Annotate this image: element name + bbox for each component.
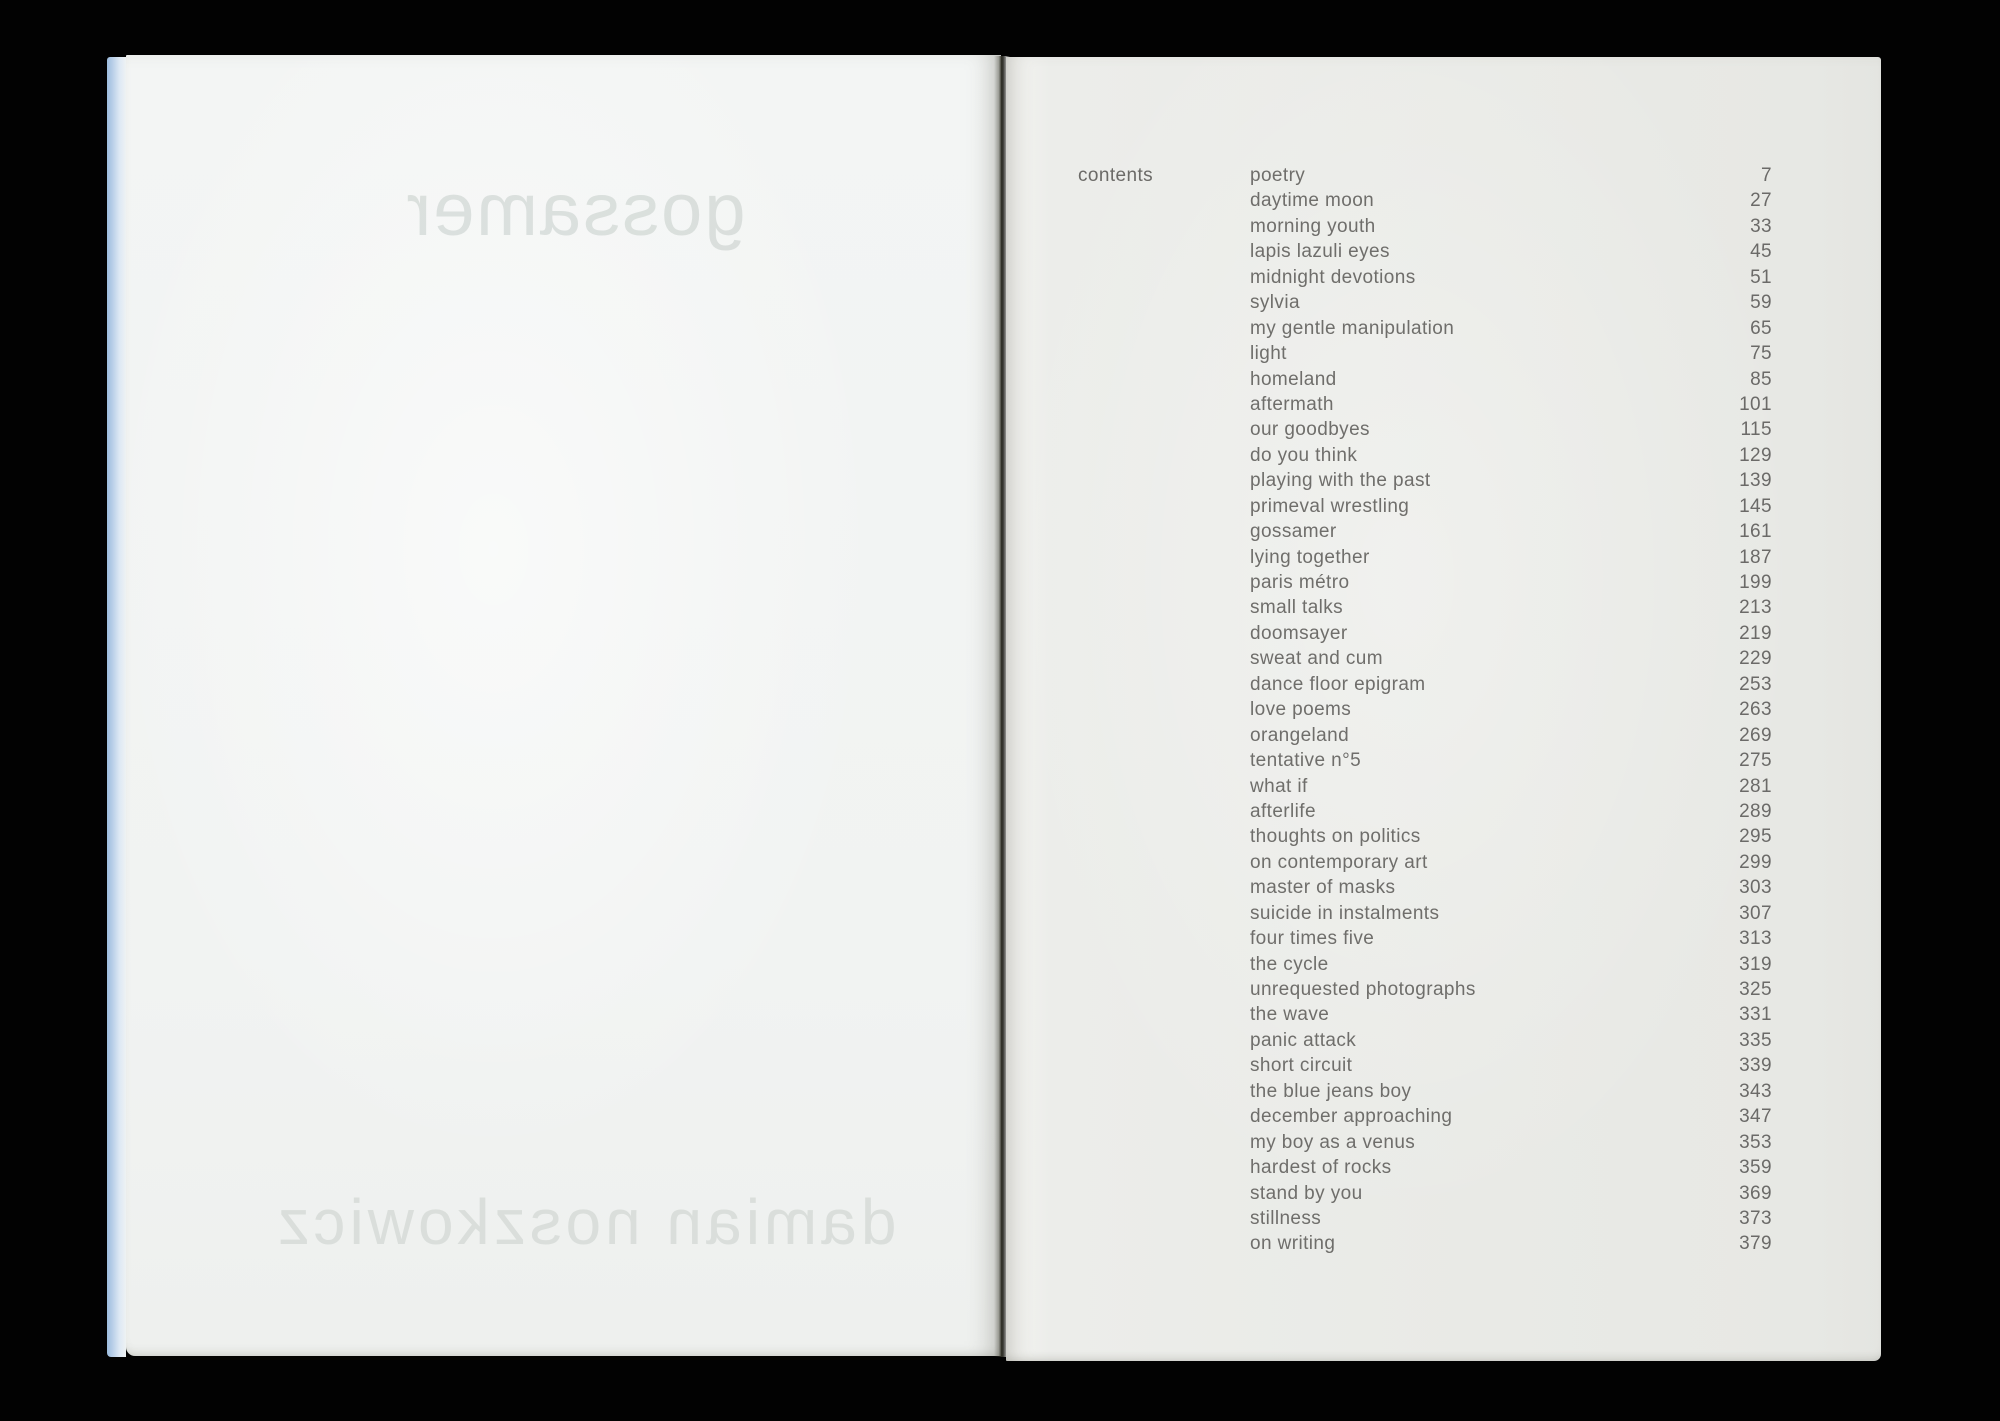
toc-row — [1250, 417, 1772, 442]
toc-row — [1250, 723, 1772, 748]
toc-title: paris métro — [1250, 572, 1350, 593]
toc-page-number: 65 — [1750, 317, 1772, 339]
toc-row — [1250, 392, 1772, 417]
toc-title: the blue jeans boy — [1250, 1080, 1412, 1102]
toc-row — [1250, 265, 1772, 290]
toc-row — [1250, 443, 1772, 468]
toc-page-number: 339 — [1739, 1055, 1772, 1077]
toc-title: hardest of rocks — [1250, 1157, 1392, 1179]
toc-title: suicide in instalments — [1250, 902, 1440, 924]
toc-row — [1250, 367, 1772, 392]
toc-page-number: 303 — [1739, 877, 1772, 899]
show-through-book-title: gossamer — [404, 168, 746, 251]
toc-page-number: 145 — [1739, 495, 1772, 517]
toc-title: aftermath — [1250, 393, 1334, 415]
toc-page-number: 51 — [1750, 266, 1772, 288]
toc-row — [1250, 1002, 1772, 1027]
toc-title: playing with the past — [1250, 470, 1431, 492]
toc-row — [1250, 468, 1772, 493]
toc-title: tentative n°5 — [1250, 750, 1362, 772]
toc-row — [1250, 799, 1772, 824]
toc-page-number: 161 — [1739, 521, 1772, 543]
toc-title: stillness — [1250, 1207, 1322, 1229]
toc-row — [1250, 188, 1772, 213]
toc-list — [1250, 163, 1772, 1257]
toc-title: the wave — [1250, 1004, 1330, 1026]
toc-title: light — [1250, 343, 1287, 365]
toc-title: december approaching — [1250, 1106, 1453, 1128]
toc-page-number: 115 — [1740, 419, 1772, 441]
toc-row — [1250, 1053, 1772, 1078]
toc-row — [1250, 850, 1772, 875]
toc-page-number: 307 — [1739, 902, 1772, 924]
toc-page-number: 229 — [1739, 648, 1772, 670]
left-page — [126, 55, 1001, 1356]
toc-row — [1250, 1231, 1772, 1256]
toc-row — [1250, 952, 1772, 977]
toc-page-number: 379 — [1739, 1233, 1772, 1255]
toc-row — [1250, 163, 1772, 188]
toc-row — [1250, 290, 1772, 315]
toc-row — [1250, 570, 1772, 595]
toc-title: orangeland — [1250, 724, 1350, 746]
toc-page-number: 281 — [1739, 775, 1772, 797]
toc-title: short circuit — [1250, 1055, 1353, 1077]
toc-page-number: 33 — [1750, 215, 1772, 237]
toc-row — [1250, 646, 1772, 671]
toc-title: on contemporary art — [1250, 851, 1428, 873]
page-edges-left — [107, 57, 126, 1357]
toc-row — [1250, 977, 1772, 1002]
toc-title: four times five — [1250, 928, 1375, 950]
toc-page-number: 319 — [1739, 953, 1772, 975]
toc-title: doomsayer — [1250, 622, 1348, 644]
toc-page-number: 199 — [1739, 572, 1772, 593]
toc-row — [1250, 341, 1772, 366]
toc-page-number: 27 — [1750, 190, 1772, 212]
toc-title: sylvia — [1250, 292, 1300, 314]
toc-title: midnight devotions — [1250, 266, 1416, 288]
toc-page-number: 359 — [1739, 1157, 1772, 1179]
toc-title: our goodbyes — [1250, 419, 1370, 441]
toc-page-number: 45 — [1750, 241, 1772, 263]
toc-row — [1250, 621, 1772, 646]
toc-row — [1250, 1079, 1772, 1104]
toc-page-number: 289 — [1739, 800, 1772, 822]
toc-page-number: 335 — [1739, 1029, 1772, 1051]
toc-row — [1250, 774, 1772, 799]
toc-title: afterlife — [1250, 800, 1316, 822]
toc-title: thoughts on politics — [1250, 826, 1421, 848]
toc-row — [1250, 1155, 1772, 1180]
toc-page-number: 369 — [1739, 1182, 1772, 1204]
toc-title: my boy as a venus — [1250, 1131, 1416, 1153]
toc-page-number: 7 — [1761, 165, 1772, 186]
toc-row — [1250, 1130, 1772, 1155]
toc-title: my gentle manipulation — [1250, 317, 1455, 339]
toc-title: morning youth — [1250, 215, 1376, 237]
toc-row — [1250, 519, 1772, 544]
toc-page-number: 139 — [1739, 470, 1772, 492]
toc-page-number: 373 — [1739, 1207, 1772, 1229]
toc-page-number: 187 — [1739, 546, 1772, 568]
toc-row — [1250, 748, 1772, 773]
toc-page-number: 295 — [1739, 826, 1772, 848]
toc-page-number: 59 — [1750, 292, 1772, 314]
toc-title: what if — [1250, 775, 1308, 797]
toc-page-number: 275 — [1739, 750, 1772, 772]
toc-page-number: 129 — [1739, 444, 1772, 466]
toc-title: primeval wrestling — [1250, 495, 1410, 517]
toc-page-number: 101 — [1739, 393, 1772, 415]
toc-row — [1250, 595, 1772, 620]
show-through-author-name: damian noszkowicz — [273, 1186, 897, 1258]
toc-row — [1250, 1181, 1772, 1206]
toc-title: master of masks — [1250, 877, 1396, 899]
toc-title: the cycle — [1250, 953, 1329, 975]
toc-row — [1250, 1028, 1772, 1053]
toc-row — [1250, 214, 1772, 239]
toc-row — [1250, 697, 1772, 722]
toc-page-number: 331 — [1739, 1004, 1772, 1026]
toc-page-number: 219 — [1739, 622, 1772, 644]
toc-page-number: 313 — [1739, 928, 1772, 950]
toc-row — [1250, 875, 1772, 900]
toc-title: dance floor epigram — [1250, 673, 1426, 695]
toc-title: stand by you — [1250, 1182, 1363, 1204]
toc-page-number: 85 — [1750, 368, 1772, 390]
toc-page-number: 343 — [1739, 1080, 1772, 1102]
toc-page-number: 253 — [1739, 673, 1772, 695]
toc-row — [1250, 545, 1772, 570]
toc-title: love poems — [1250, 699, 1352, 721]
toc-title: homeland — [1250, 368, 1337, 390]
toc-title: panic attack — [1250, 1029, 1357, 1051]
toc-row — [1250, 926, 1772, 951]
toc-page-number: 299 — [1739, 851, 1772, 873]
toc-page-number: 353 — [1739, 1131, 1772, 1153]
toc-title: unrequested photographs — [1250, 979, 1476, 1000]
toc-title: poetry — [1250, 165, 1306, 186]
toc-title: small talks — [1250, 597, 1344, 619]
toc-row — [1250, 316, 1772, 341]
toc-row — [1250, 1206, 1772, 1231]
toc-title: lapis lazuli eyes — [1250, 241, 1390, 263]
right-page — [1006, 57, 1881, 1361]
toc-title: do you think — [1250, 444, 1358, 466]
toc-row — [1250, 672, 1772, 697]
toc-title: on writing — [1250, 1233, 1336, 1255]
toc-page-number: 325 — [1739, 979, 1772, 1000]
toc-title: gossamer — [1250, 521, 1337, 543]
toc-row — [1250, 494, 1772, 519]
toc-row — [1250, 239, 1772, 264]
toc-row — [1250, 901, 1772, 926]
toc-row — [1250, 824, 1772, 849]
toc-page-number: 269 — [1739, 724, 1772, 746]
toc-title: lying together — [1250, 546, 1370, 568]
toc-page-number: 263 — [1739, 699, 1772, 721]
toc-page-number: 213 — [1739, 597, 1772, 619]
toc-title: sweat and cum — [1250, 648, 1383, 670]
toc-row — [1250, 1104, 1772, 1129]
contents-heading: contents — [1078, 165, 1154, 186]
toc-title: daytime moon — [1250, 190, 1375, 212]
toc-page-number: 347 — [1739, 1106, 1772, 1128]
toc-page-number: 75 — [1750, 343, 1772, 365]
